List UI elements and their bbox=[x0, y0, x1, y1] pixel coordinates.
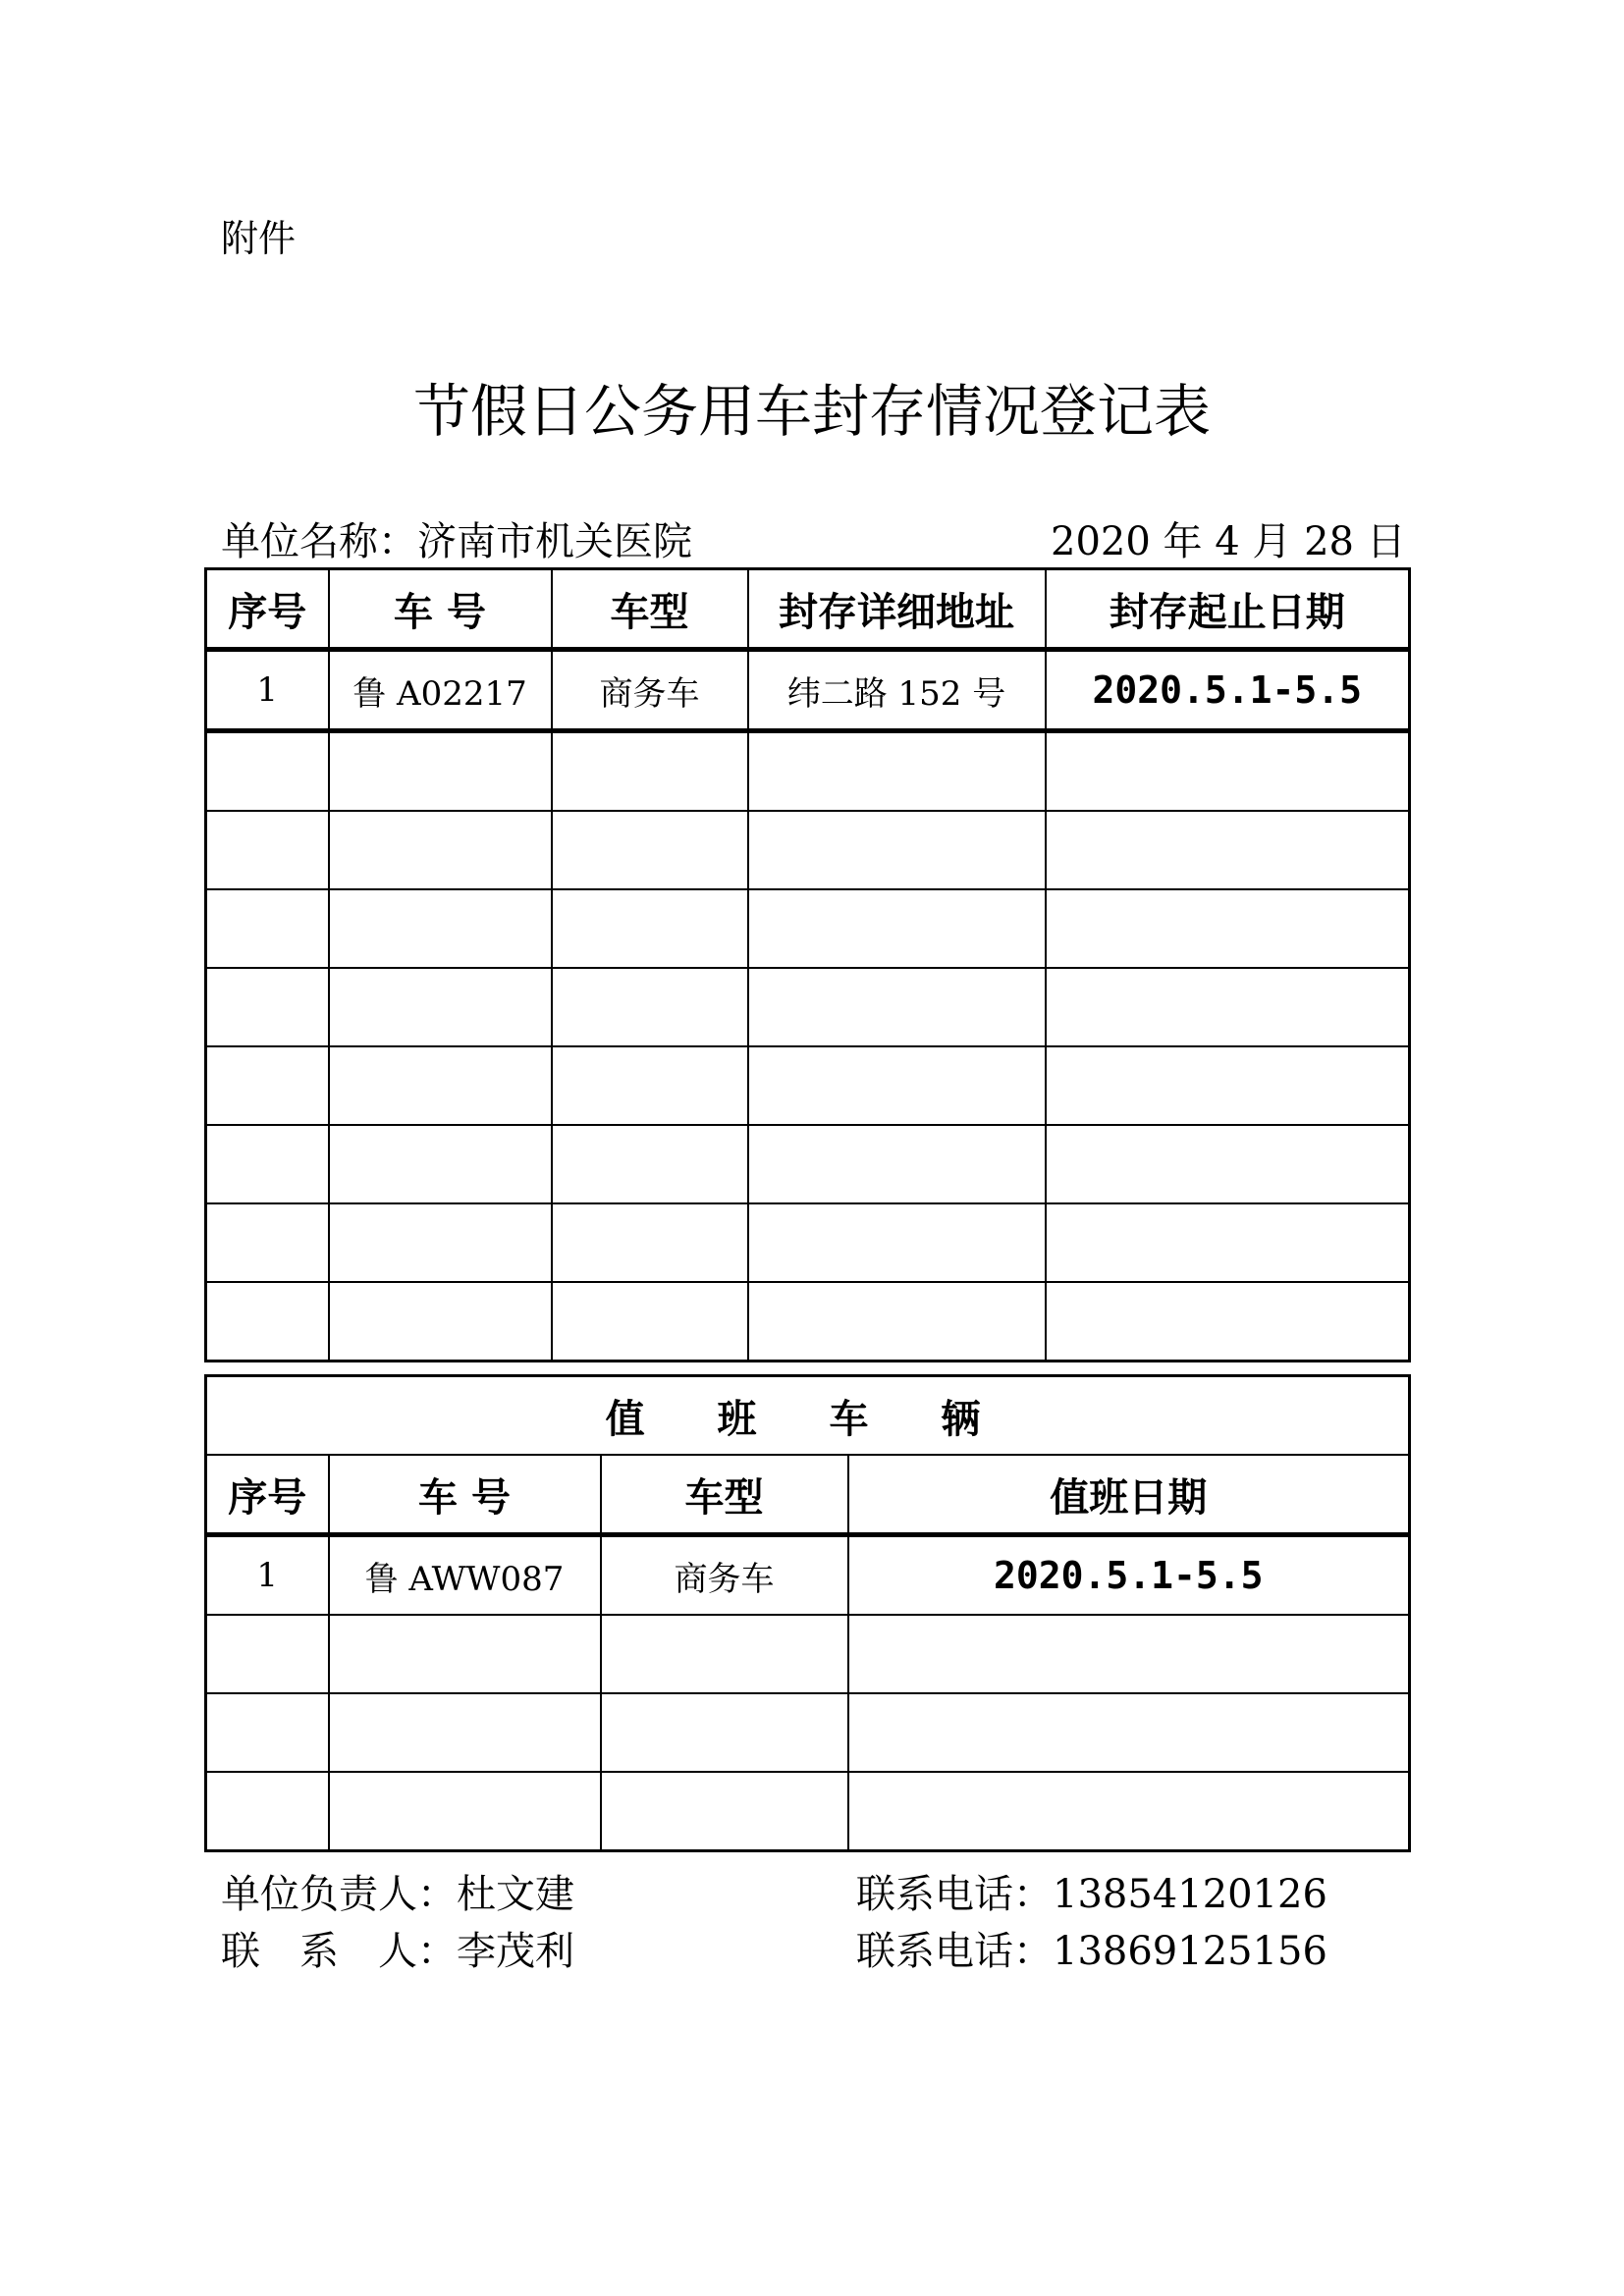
empty-row bbox=[206, 889, 1410, 968]
empty-cell bbox=[748, 1203, 1046, 1282]
unit-leader: 单位负责人：杜文建 bbox=[221, 1872, 574, 1917]
cell-plate: 鲁 A02217 bbox=[329, 650, 552, 731]
empty-row bbox=[206, 731, 1410, 812]
header-cell: 车型 bbox=[552, 569, 748, 650]
header-cell: 封存起止日期 bbox=[1046, 569, 1410, 650]
empty-row bbox=[206, 1046, 1410, 1125]
cell-type: 商务车 bbox=[552, 650, 748, 731]
empty-cell bbox=[552, 811, 748, 889]
empty-cell bbox=[206, 811, 329, 889]
empty-cell bbox=[329, 968, 552, 1046]
document-title: 节假日公务用车封存情况登记表 bbox=[412, 378, 1211, 445]
unit-name: 单位名称：济南市机关医院 bbox=[221, 519, 692, 564]
empty-cell bbox=[329, 1772, 601, 1851]
empty-cell bbox=[206, 1282, 329, 1362]
empty-cell bbox=[329, 1282, 552, 1362]
table-row bbox=[206, 1535, 1410, 1616]
empty-row bbox=[206, 811, 1410, 889]
duty-section-title: 值 班 车 辆 bbox=[206, 1376, 1410, 1456]
empty-cell bbox=[748, 1282, 1046, 1362]
header-cell: 封存详细地址 bbox=[748, 569, 1046, 650]
empty-cell bbox=[1046, 889, 1410, 968]
empty-cell bbox=[552, 731, 748, 812]
empty-cell bbox=[206, 1772, 329, 1851]
empty-cell bbox=[748, 811, 1046, 889]
empty-cell bbox=[552, 889, 748, 968]
cell-type: 商务车 bbox=[601, 1535, 848, 1616]
leader-phone: 联系电话：13854120126 bbox=[856, 1872, 1327, 1917]
empty-row bbox=[206, 1693, 1410, 1772]
table-header-row bbox=[206, 1455, 1410, 1535]
empty-cell bbox=[206, 1615, 329, 1693]
empty-cell bbox=[748, 968, 1046, 1046]
empty-cell bbox=[552, 1282, 748, 1362]
header-cell: 值班日期 bbox=[848, 1455, 1410, 1535]
table-row bbox=[206, 650, 1410, 731]
empty-cell bbox=[552, 1203, 748, 1282]
empty-cell bbox=[748, 1125, 1046, 1203]
header-cell: 车 号 bbox=[329, 569, 552, 650]
empty-cell bbox=[206, 1203, 329, 1282]
empty-cell bbox=[1046, 1282, 1410, 1362]
empty-cell bbox=[748, 889, 1046, 968]
empty-cell bbox=[848, 1693, 1410, 1772]
cell-index: 1 bbox=[206, 650, 329, 731]
empty-cell bbox=[329, 811, 552, 889]
empty-cell bbox=[206, 889, 329, 968]
empty-row bbox=[206, 1615, 1410, 1693]
cell-index: 1 bbox=[206, 1535, 329, 1616]
empty-cell bbox=[1046, 731, 1410, 812]
empty-cell bbox=[329, 1615, 601, 1693]
empty-cell bbox=[206, 968, 329, 1046]
cell-plate: 鲁 AWW087 bbox=[329, 1535, 601, 1616]
empty-cell bbox=[748, 1046, 1046, 1125]
empty-cell bbox=[848, 1772, 1410, 1851]
empty-cell bbox=[552, 1046, 748, 1125]
table-header-row bbox=[206, 569, 1410, 650]
empty-cell bbox=[748, 731, 1046, 812]
empty-cell bbox=[206, 1046, 329, 1125]
empty-cell bbox=[206, 1693, 329, 1772]
form-date: 2020 年 4 月 28 日 bbox=[1051, 519, 1406, 564]
empty-cell bbox=[601, 1772, 848, 1851]
empty-cell bbox=[329, 1693, 601, 1772]
empty-cell bbox=[1046, 1046, 1410, 1125]
empty-cell bbox=[552, 968, 748, 1046]
empty-row bbox=[206, 968, 1410, 1046]
empty-row bbox=[206, 1282, 1410, 1362]
cell-date: 2020.5.1-5.5 bbox=[1046, 650, 1410, 731]
empty-cell bbox=[1046, 1203, 1410, 1282]
contact-person: 联 系 人：李茂利 bbox=[221, 1929, 574, 1974]
empty-cell bbox=[329, 1203, 552, 1282]
duty-vehicles-table bbox=[204, 1374, 1411, 1852]
empty-cell bbox=[206, 731, 329, 812]
header-cell: 序号 bbox=[206, 1455, 329, 1535]
empty-cell bbox=[329, 889, 552, 968]
cell-address: 纬二路 152 号 bbox=[748, 650, 1046, 731]
empty-cell bbox=[1046, 968, 1410, 1046]
empty-cell bbox=[552, 1125, 748, 1203]
empty-cell bbox=[1046, 811, 1410, 889]
empty-cell bbox=[206, 1125, 329, 1203]
empty-cell bbox=[329, 731, 552, 812]
cell-date: 2020.5.1-5.5 bbox=[848, 1535, 1410, 1616]
empty-row bbox=[206, 1772, 1410, 1851]
empty-cell bbox=[329, 1125, 552, 1203]
sealed-vehicles-table bbox=[204, 567, 1411, 1362]
empty-row bbox=[206, 1203, 1410, 1282]
empty-cell bbox=[329, 1046, 552, 1125]
empty-cell bbox=[601, 1693, 848, 1772]
empty-cell bbox=[601, 1615, 848, 1693]
header-cell: 车型 bbox=[601, 1455, 848, 1535]
empty-cell bbox=[1046, 1125, 1410, 1203]
contact-phone: 联系电话：13869125156 bbox=[856, 1929, 1327, 1974]
attachment-label: 附件 bbox=[221, 217, 297, 260]
header-cell: 序号 bbox=[206, 569, 329, 650]
empty-cell bbox=[848, 1615, 1410, 1693]
empty-row bbox=[206, 1125, 1410, 1203]
header-cell: 车 号 bbox=[329, 1455, 601, 1535]
